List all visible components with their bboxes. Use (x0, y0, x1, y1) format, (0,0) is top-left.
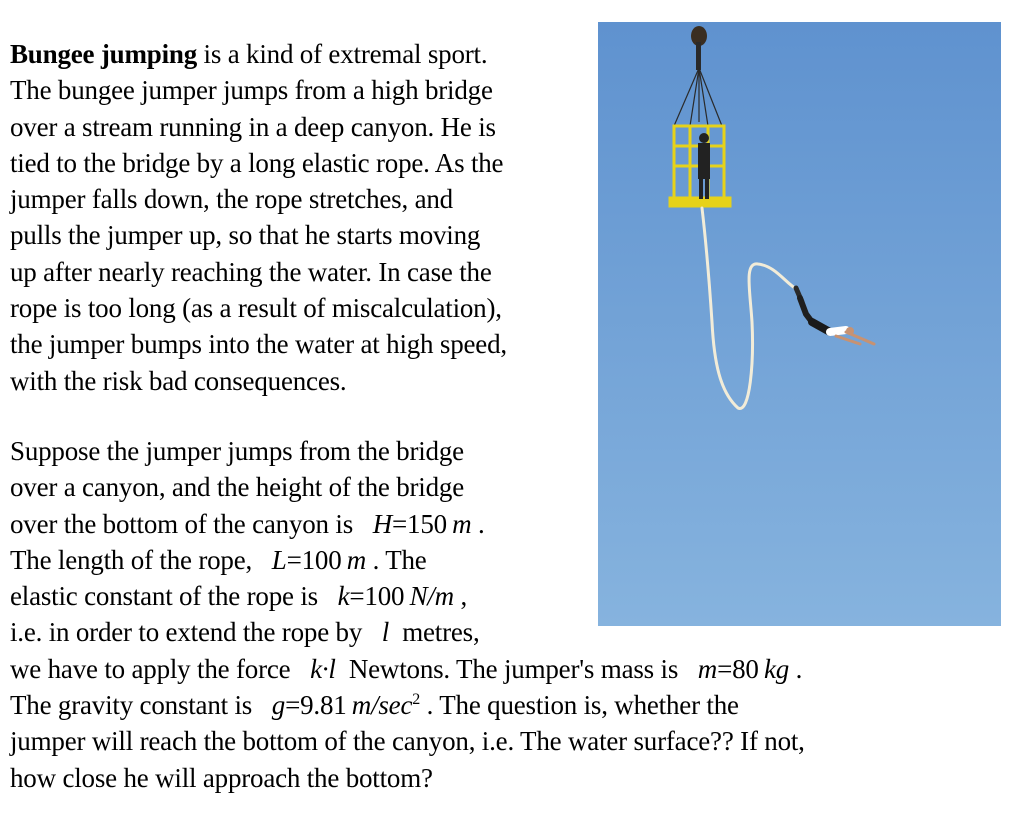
intro-line-6: pulls the jumper up, so that he starts moving (10, 220, 481, 251)
problem-line-6: i.e. in order to extend the rope by l metres, (10, 617, 480, 648)
problem-line-7: we have to apply the force k·l Newtons. The jumper's mass is m=80 kg . (10, 653, 803, 684)
mass-unit: kg (763, 653, 790, 684)
intro-line-10: with the risk bad consequences. (10, 365, 347, 396)
elastic-constant-variable: k (337, 581, 350, 612)
force-expression: k·l (310, 653, 336, 684)
intro-line-3: over a stream running in a deep canyon. He is (10, 111, 496, 142)
intro-line-8: rope is too long (as a result of miscalculation), (10, 293, 502, 324)
intro-paragraph (10, 36, 610, 399)
problem-line-4: The length of the rope, L=100 m . The (10, 544, 427, 575)
height-variable: H (372, 508, 392, 539)
bold-lead: Bungee jumping (10, 39, 197, 69)
intro-line-2: The bungee jumper jumps from a high bridge (10, 75, 493, 106)
length-variable: L (271, 544, 287, 575)
height-unit: m (452, 508, 472, 539)
gravity-exponent: 2 (412, 691, 421, 709)
gravity-unit: m/sec (351, 690, 413, 721)
problem-paragraph (10, 433, 1020, 796)
problem-line-3: over the bottom of the canyon is H=150 m . (10, 508, 485, 539)
intro-line-1: Bungee jumping is a kind of extremal sport. (10, 39, 488, 69)
elastic-constant-unit: N/m (409, 581, 454, 612)
gravity-variable: g (271, 690, 286, 721)
problem-line-10: how close he will approach the bottom? (10, 762, 433, 793)
problem-line-2: over a canyon, and the height of the bridge (10, 472, 464, 503)
mass-variable: m (697, 653, 718, 684)
intro-line-4: tied to the bridge by a long elastic rope. As the (10, 147, 504, 178)
intro-line-9: the jumper bumps into the water at high speed, (10, 329, 507, 360)
intro-line-5: jumper falls down, the rope stretches, and (10, 184, 453, 215)
length-unit: m (346, 544, 367, 575)
problem-line-5: elastic constant of the rope is k=100 N/m , (10, 581, 468, 612)
problem-line-1: Suppose the jumper jumps from the bridge (10, 436, 464, 466)
extension-variable: l (381, 617, 390, 648)
intro-line-7: up after nearly reaching the water. In case the (10, 256, 492, 287)
problem-line-8: The gravity constant is g=9.81 $m/\sec^2$ . The question is, whether the (10, 690, 739, 721)
problem-line-9: jumper will reach the bottom of the canyon, i.e. The water surface?? If not, (10, 726, 805, 757)
